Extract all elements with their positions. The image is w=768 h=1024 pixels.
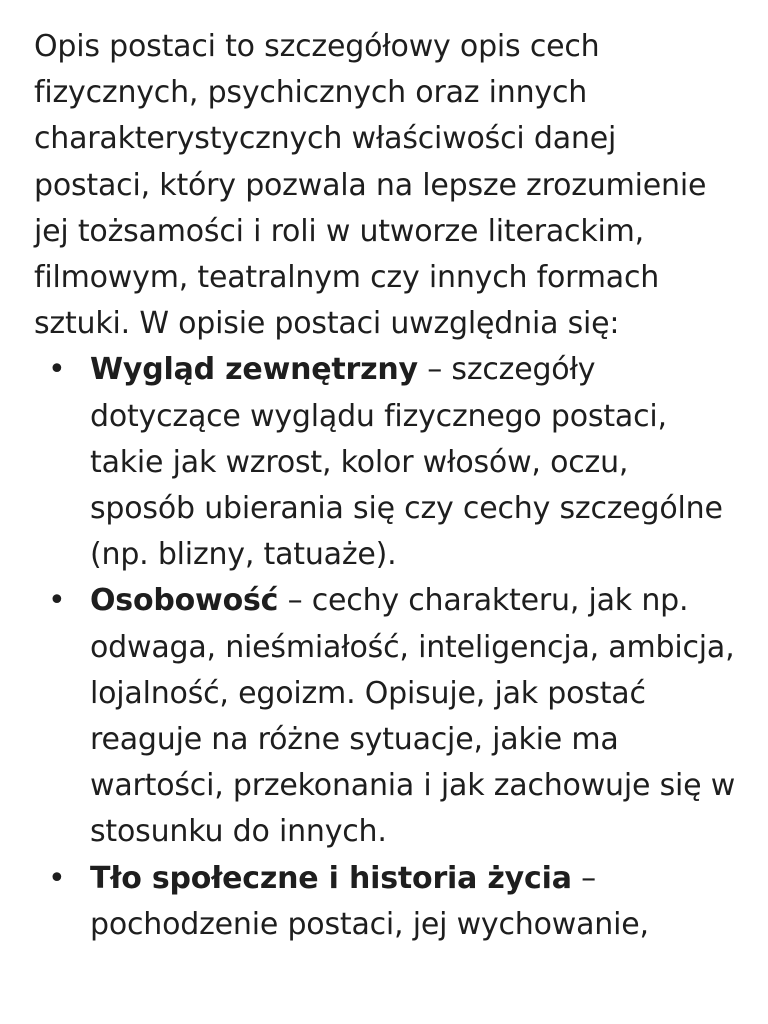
list-item-description: pochodzenie postaci, jej wychowanie, bbox=[90, 906, 649, 942]
bullet-icon: • bbox=[48, 583, 66, 619]
list-item-separator: – bbox=[571, 860, 596, 896]
list-item bbox=[34, 578, 738, 855]
list-item-description: cechy charakteru, jak np. odwaga, nieśmiałość, inteligencja, ambicja, lojalność, egoizm. Opisuje, jak postać reaguje na różne sytuacje, jakie ma wartości, przekonania i jak zachowuje się w stosunku do innych. bbox=[90, 583, 736, 850]
bullet-list bbox=[34, 347, 738, 948]
list-item-term: Osobowość bbox=[90, 583, 279, 619]
list-item-description: szczegóły dotyczące wyglądu fizycznego postaci, takie jak wzrost, kolor włosów, oczu, sposób ubierania się czy cechy szczególne (np. blizny, tatuaże). bbox=[90, 352, 723, 573]
bullet-icon: • bbox=[48, 860, 66, 896]
list-item-term: Tło społeczne i historia życia bbox=[90, 860, 572, 896]
list-item bbox=[34, 347, 738, 578]
list-item-separator: – bbox=[278, 583, 312, 619]
list-item-term: Wygląd zewnętrzny bbox=[90, 352, 418, 388]
list-item bbox=[34, 856, 738, 948]
bullet-icon: • bbox=[48, 352, 66, 388]
intro-paragraph: Opis postaci to szczegółowy opis cech fizycznych, psychicznych oraz innych charakterystycznych właściwości danej postaci, który pozwala na lepsze zrozumienie jej tożsamości i roli w utworze literackim, filmowym, teatralnym czy innych formach sztuki. W opisie postaci uwzględnia się: bbox=[34, 29, 707, 342]
list-item-separator: – bbox=[417, 352, 452, 388]
